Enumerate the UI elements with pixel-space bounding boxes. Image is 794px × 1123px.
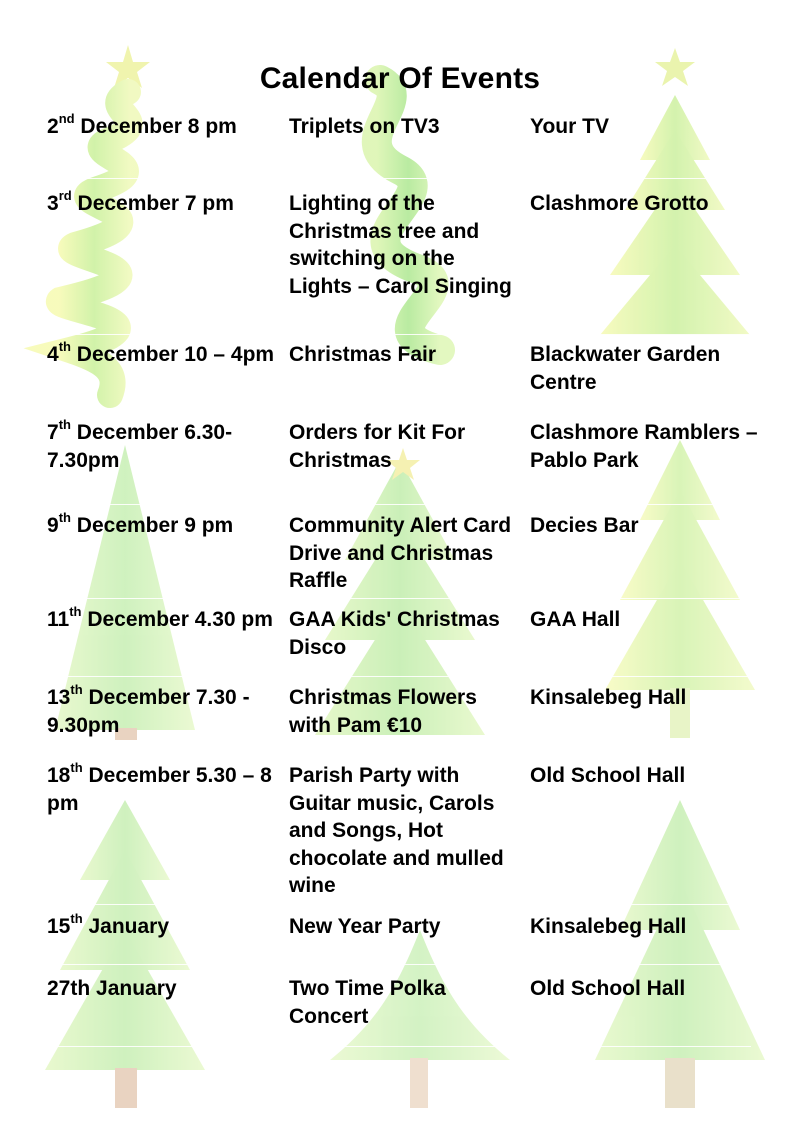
row-divider: [43, 598, 751, 599]
event-name: Two Time Polka Concert: [289, 977, 446, 1028]
event-name: Christmas Fair: [289, 343, 437, 366]
row-divider: [43, 904, 751, 905]
event-date: 11th December 4.30 pm: [47, 604, 273, 631]
event-name: Triplets on TV3: [289, 115, 440, 138]
event-venue: Kinsalebeg Hall: [530, 686, 687, 709]
event-name: Community Alert Card Drive and Christmas Raffle: [289, 514, 512, 592]
event-venue: Clashmore Grotto: [530, 192, 709, 215]
event-name: Christmas Flowers with Pam €10: [289, 686, 477, 737]
event-date: 7th December 6.30-7.30pm: [47, 417, 233, 472]
event-date: 27th January: [47, 977, 177, 1000]
event-venue: Clashmore Ramblers – Pablo Park: [530, 421, 758, 472]
event-date: 13th December 7.30 - 9.30pm: [47, 682, 250, 737]
event-venue: Your TV: [530, 115, 609, 138]
event-date: 2nd December 8 pm: [47, 111, 237, 138]
event-venue: GAA Hall: [530, 608, 621, 631]
event-date: 18th December 5.30 – 8 pm: [47, 760, 272, 815]
event-name: Lighting of the Christmas tree and switching on the Lights – Carol Singing: [289, 192, 512, 298]
event-date: 4th December 10 – 4pm: [47, 339, 275, 366]
page-title: Calendar Of Events: [259, 62, 541, 95]
event-venue: Decies Bar: [530, 514, 639, 537]
row-divider: [43, 754, 751, 755]
event-name: GAA Kids' Christmas Disco: [289, 608, 500, 659]
event-date: 3rd December 7 pm: [47, 188, 234, 215]
event-venue: Blackwater Garden Centre: [530, 343, 721, 394]
row-divider: [43, 964, 751, 965]
event-date: 9th December 9 pm: [47, 510, 234, 537]
row-divider: [43, 1046, 751, 1047]
row-divider: [43, 676, 751, 677]
event-date: 15th January: [47, 911, 170, 938]
event-name: Orders for Kit For Christmas: [289, 421, 466, 472]
event-name: Parish Party with Guitar music, Carols and Songs, Hot chocolate and mulled wine: [289, 764, 504, 897]
row-divider: [43, 410, 751, 411]
event-venue: Old School Hall: [530, 977, 686, 1000]
row-divider: [43, 178, 751, 179]
row-divider: [43, 334, 751, 335]
event-venue: Old School Hall: [530, 764, 686, 787]
event-venue: Kinsalebeg Hall: [530, 915, 687, 938]
event-name: New Year Party: [289, 915, 441, 938]
row-divider: [43, 504, 751, 505]
